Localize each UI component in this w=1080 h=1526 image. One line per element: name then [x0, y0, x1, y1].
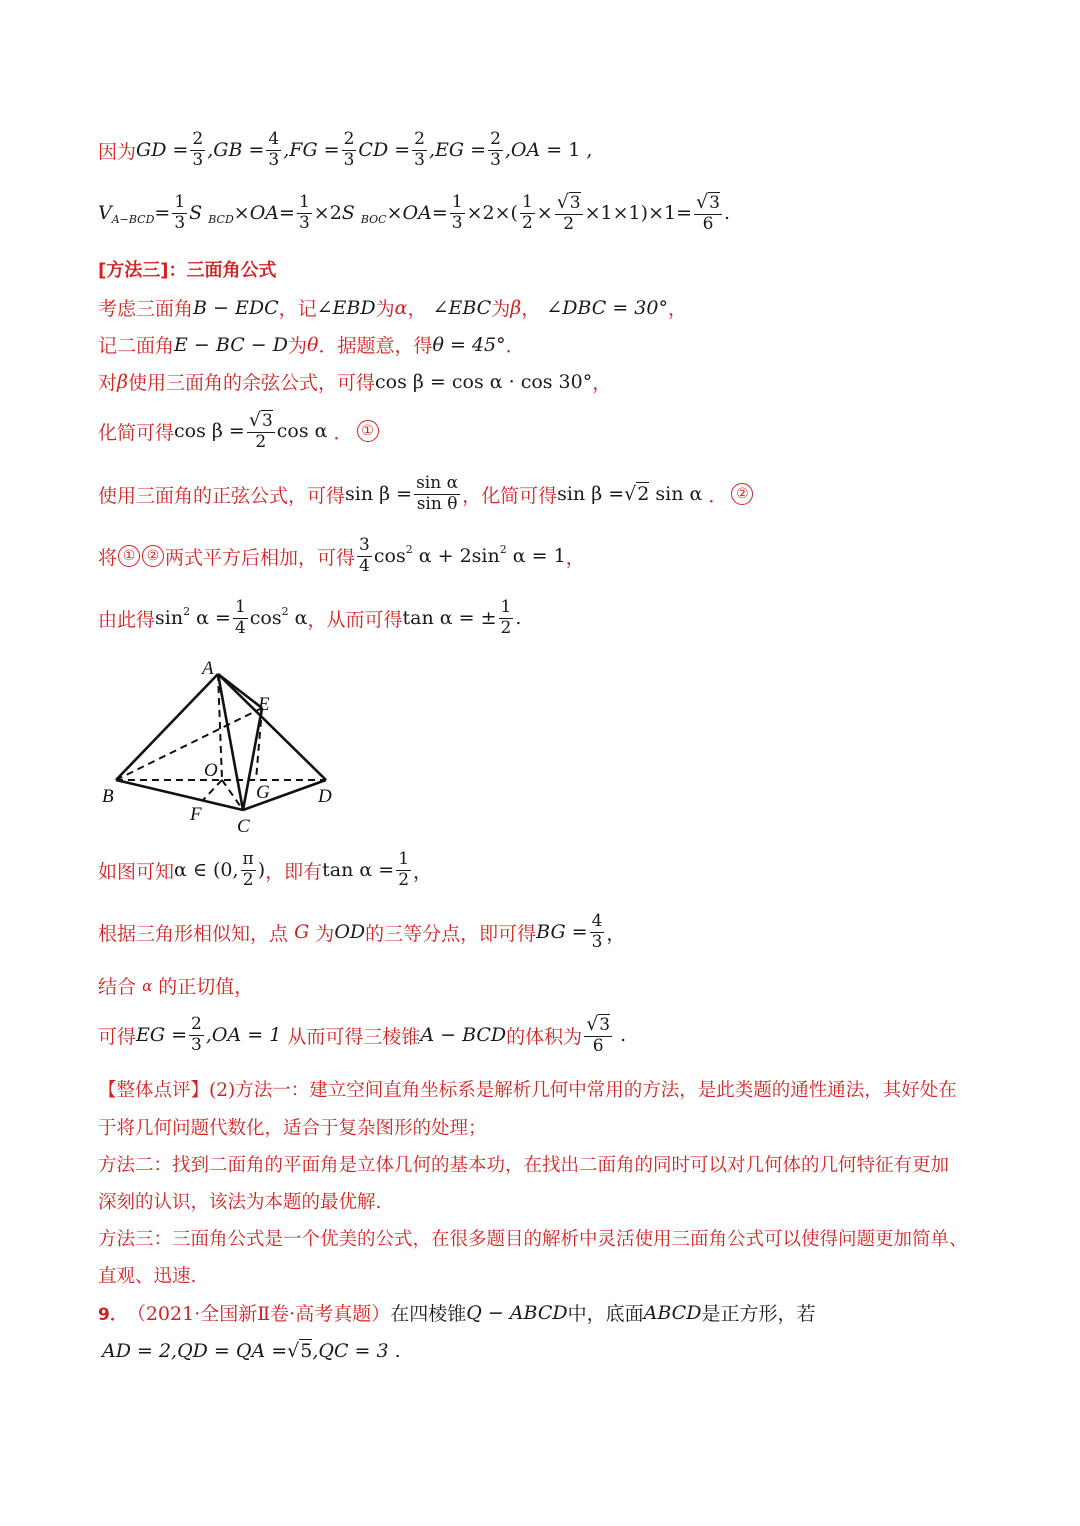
pyramid-figure: [98, 652, 348, 842]
line-simplify-cos: [98, 410, 383, 452]
paren: ): [640, 202, 649, 225]
num: 2: [490, 129, 501, 149]
num: 2: [191, 1014, 202, 1035]
line-gd-values: [98, 130, 592, 170]
frac-sqrt3-2: [555, 192, 583, 234]
eq: =: [431, 202, 448, 225]
sup: 2: [281, 604, 289, 618]
circled-2: ②: [142, 545, 164, 567]
var-gd: GD: [136, 139, 167, 162]
m: E − BC − D: [174, 333, 288, 356]
den: 2: [398, 869, 410, 890]
var-s: S: [341, 202, 355, 225]
frac-2-3: [488, 130, 503, 170]
m: β: [117, 370, 128, 393]
frac-sqrt3-6: [694, 192, 722, 234]
m: ,QC = 3: [312, 1340, 389, 1362]
line-square-add: [98, 536, 585, 576]
circled-1: ①: [118, 545, 140, 567]
t: 的三等分点，即可得: [365, 922, 537, 945]
m: sin α: [655, 483, 703, 506]
label-c: C: [237, 816, 250, 837]
num: 3: [359, 535, 370, 555]
t: ，化简可得: [462, 484, 558, 507]
t: 的体积为: [506, 1025, 583, 1048]
m: α = 1: [512, 545, 566, 568]
eq: =: [470, 139, 487, 162]
frac-1-3: [297, 193, 312, 233]
sup: 2: [405, 542, 413, 556]
review-line-3: 方法二：找到二面角的平面角是立体几何的基本功，在找出二面角的同时可以对几何体的几何特征有更加: [98, 1155, 950, 1176]
times: ×: [494, 202, 511, 225]
sub: BCD: [208, 212, 234, 226]
period: .: [723, 202, 730, 225]
num: √3: [556, 191, 581, 213]
label-e: E: [258, 694, 270, 715]
frac-sqrt3-6: [584, 1014, 612, 1056]
radicand: 3: [261, 411, 273, 431]
den: 3: [298, 212, 310, 233]
label-d: D: [318, 786, 332, 807]
t: ，记: [278, 298, 317, 320]
review-line-4: 深刻的认识，该法为本题的最优解.: [98, 1192, 382, 1213]
den: 3: [191, 1034, 202, 1055]
label-f: F: [190, 804, 202, 825]
t: 从而可得三棱锥: [287, 1025, 421, 1048]
sup: 2: [499, 542, 507, 556]
num: 1: [174, 192, 186, 213]
eq: =: [323, 139, 340, 162]
line-combine-tan: [98, 972, 253, 999]
frac-3-4: [357, 536, 372, 576]
m: β: [510, 296, 522, 319]
frac-1-2: [520, 193, 535, 233]
den: 3: [591, 931, 603, 952]
m: ABCD: [643, 1301, 702, 1324]
num: 1: [451, 192, 463, 213]
m: OD: [334, 921, 366, 944]
num: 1: [521, 192, 533, 213]
num: 1: [234, 597, 246, 617]
t: ，: [606, 922, 626, 945]
t: 对: [98, 372, 118, 394]
m: B − EDC: [193, 296, 279, 319]
m: sin β =: [557, 483, 625, 506]
sup: 2: [183, 604, 191, 618]
frac-1-4: [233, 598, 248, 638]
edge-of-hidden: [203, 780, 222, 800]
m: tan α = ±: [402, 607, 497, 630]
var-oa: OA: [402, 202, 432, 225]
sqrt5: √5: [287, 1340, 313, 1362]
times: ×: [313, 202, 330, 225]
m: cos: [373, 545, 406, 568]
t: ．据题意，得: [318, 335, 433, 357]
sub: A−BCD: [111, 212, 155, 226]
line-alpha-range: [98, 850, 432, 890]
t: 为: [375, 298, 395, 320]
edge-ab: [116, 674, 218, 780]
den: 2: [521, 212, 533, 233]
frac-sqrt3-2: [247, 410, 275, 452]
t: 如图可知: [98, 860, 175, 883]
var-eg: ,EG: [429, 139, 465, 162]
t: 为: [315, 922, 335, 945]
t: ，: [592, 372, 612, 394]
times: ×: [386, 202, 403, 225]
num: 1: [500, 597, 512, 617]
m: sin β =: [345, 483, 413, 506]
label-a: A: [202, 658, 214, 679]
line-cosine-law: [98, 368, 611, 395]
t: 可得: [98, 1025, 137, 1048]
den: sin θ: [416, 493, 458, 514]
m: AD = 2,QD = QA =: [102, 1340, 288, 1362]
m: α: [294, 607, 308, 630]
t: ，: [407, 298, 427, 320]
line-volume: [98, 192, 730, 234]
m: sin: [155, 607, 184, 630]
m: α + 2sin: [418, 545, 500, 568]
den: 3: [192, 149, 204, 170]
frac-2-3: [342, 130, 357, 170]
sub: BOC: [360, 212, 387, 226]
num: 2: [192, 129, 204, 149]
eq: =: [676, 202, 693, 225]
m: θ = 45°: [432, 333, 506, 356]
m: cos: [249, 607, 282, 630]
num: 2: [343, 129, 355, 149]
m: BG =: [536, 921, 588, 944]
line-dihedral: [98, 331, 525, 358]
m: ,OA = 1: [205, 1024, 282, 1047]
t: 记二面角: [98, 335, 175, 357]
frac-4-3: [590, 912, 605, 952]
edge-be-hidden: [116, 708, 262, 780]
circled-1: ①: [357, 420, 379, 442]
den: 3: [343, 149, 355, 170]
times: ×: [233, 202, 250, 225]
label-b: B: [102, 786, 114, 807]
radicand: 3: [569, 193, 581, 213]
review-line-6: 直观、迅速.: [98, 1266, 197, 1287]
frac-2-3: [190, 130, 205, 170]
t: 两式平方后相加，可得: [165, 546, 356, 569]
text-because: 因为: [98, 140, 137, 163]
den: 6: [592, 1035, 604, 1056]
eq: =: [154, 202, 171, 225]
label-o: O: [204, 760, 218, 781]
question-9-conditions: [102, 1340, 401, 1362]
var-s: S: [189, 202, 203, 225]
t: 是正方形，若: [701, 1303, 816, 1325]
label-g: G: [256, 782, 270, 803]
times: ×: [536, 202, 553, 225]
m: ): [257, 859, 266, 882]
var-cd: CD: [358, 139, 389, 162]
review-line-1: 【整体点评】(2)方法一：建立空间直角坐标系是解析几何中常用的方法，是此类题的通性通法，其好处在: [98, 1080, 957, 1101]
question-9: [98, 1299, 815, 1326]
line-tan-result: [98, 598, 521, 638]
eq: =: [172, 139, 189, 162]
question-number: 9．: [98, 1305, 127, 1325]
tail: = 1 ,: [546, 139, 593, 162]
den: 2: [242, 869, 254, 890]
t: ，: [565, 546, 585, 569]
num: 4: [591, 911, 603, 931]
t: 结合: [98, 976, 137, 998]
eq: =: [248, 139, 265, 162]
eq: =: [394, 139, 411, 162]
paren: (: [510, 202, 518, 225]
m: ∠EBD: [316, 296, 376, 319]
num: 1: [298, 192, 310, 213]
m: θ: [307, 333, 319, 356]
line-sine-law: [98, 474, 757, 514]
var-gb: ,GB: [207, 139, 243, 162]
m: cos β =: [174, 420, 245, 443]
t: 化简可得: [98, 421, 175, 444]
times-1-1: ×1×1: [584, 202, 641, 225]
num: √3: [696, 191, 720, 213]
frac-1-3: [450, 193, 465, 233]
den: 3: [414, 149, 425, 170]
review-line-2: 于将几何问题代数化，适合于复杂图形的处理；: [98, 1118, 487, 1139]
two: 2: [482, 202, 495, 225]
den: 2: [563, 213, 575, 234]
line-volume-result: [98, 1014, 626, 1056]
m: α: [142, 976, 153, 995]
m: A − BCD: [420, 1024, 507, 1047]
den: 6: [702, 213, 714, 234]
times-1: ×1: [648, 202, 677, 225]
frac-2-3: [189, 1015, 204, 1055]
t: 使用三面角的余弦公式，可得: [128, 372, 376, 394]
var-fg: ,FG: [283, 139, 318, 162]
t: .: [620, 1024, 627, 1047]
t: 的正切值，: [158, 976, 254, 998]
num: sin α: [416, 473, 459, 493]
question-source: （2021·全国新Ⅱ卷·高考真题）: [126, 1303, 391, 1325]
line-trihedral: [98, 294, 687, 321]
num: 4: [268, 129, 280, 149]
radicand: 5: [300, 1340, 313, 1362]
t: ．: [708, 484, 728, 507]
t: 根据三角形相似知，点: [98, 922, 289, 945]
num: 2: [414, 129, 425, 149]
eq: =: [279, 202, 295, 225]
m: α ∈ (0,: [174, 859, 239, 882]
frac-1-2: [499, 598, 514, 638]
var-oa: ,OA: [504, 139, 541, 162]
m: EG =: [136, 1024, 188, 1047]
circled-2: ②: [731, 483, 753, 505]
m: Q − ABCD: [466, 1301, 568, 1324]
t: 中，底面: [567, 1303, 644, 1325]
t: .: [394, 1340, 401, 1362]
t: 为: [491, 298, 511, 320]
frac-2-3: [412, 130, 427, 170]
num: 1: [398, 849, 410, 869]
t: ，: [521, 298, 541, 320]
den: 3: [268, 149, 280, 170]
t: ，: [413, 860, 433, 883]
m: α =: [196, 607, 231, 630]
line-similar-triangles: [98, 912, 625, 952]
radicand: 3: [709, 193, 720, 213]
radicand: 3: [599, 1015, 611, 1035]
m: α: [394, 296, 408, 319]
num: √3: [248, 409, 273, 431]
t: 由此得: [98, 608, 156, 631]
m: cos β = cos α · cos 30°: [375, 370, 593, 393]
t: 使用三面角的正弦公式，可得: [98, 484, 346, 507]
m: ∠EBC: [432, 296, 492, 319]
review-line-5: 方法三：三面角公式是一个优美的公式，在很多题目的解析中灵活使用三面角公式可以使得问题更加简单、: [98, 1229, 968, 1250]
t: ．: [505, 335, 525, 357]
num: √3: [586, 1013, 611, 1035]
m: cos α: [276, 420, 328, 443]
den: 4: [359, 555, 370, 576]
num: π: [242, 849, 254, 869]
t: 为: [287, 335, 307, 357]
frac-pi-2: [241, 850, 256, 890]
sqrt2: √2: [624, 483, 650, 506]
m: tan α =: [322, 859, 395, 882]
den: 4: [234, 617, 246, 638]
method3-title: [方法三]：三面角公式: [98, 260, 277, 281]
den: 2: [255, 431, 267, 452]
t: 将: [98, 546, 118, 569]
frac-1-3: [172, 193, 187, 233]
den: 3: [451, 212, 463, 233]
t: ，即有: [265, 860, 323, 883]
t: 考虑三面角: [98, 298, 194, 320]
t: .: [515, 607, 522, 630]
var-v: V: [98, 202, 112, 225]
frac-sin: [414, 474, 460, 514]
t: ，从而可得: [307, 608, 403, 631]
den: 2: [500, 617, 512, 638]
den: 3: [490, 149, 501, 170]
den: 3: [174, 212, 186, 233]
t: ．: [333, 421, 353, 444]
m: ∠DBC = 30°: [546, 296, 668, 319]
frac-1-2: [396, 850, 411, 890]
two: 2: [329, 202, 342, 225]
t: 在四棱锥: [390, 1303, 467, 1325]
radicand: 2: [637, 483, 650, 506]
m: G: [294, 921, 310, 944]
var-oa: OA: [249, 202, 280, 225]
frac-4-3: [266, 130, 281, 170]
t: ，: [667, 298, 687, 320]
times: ×: [466, 202, 483, 225]
